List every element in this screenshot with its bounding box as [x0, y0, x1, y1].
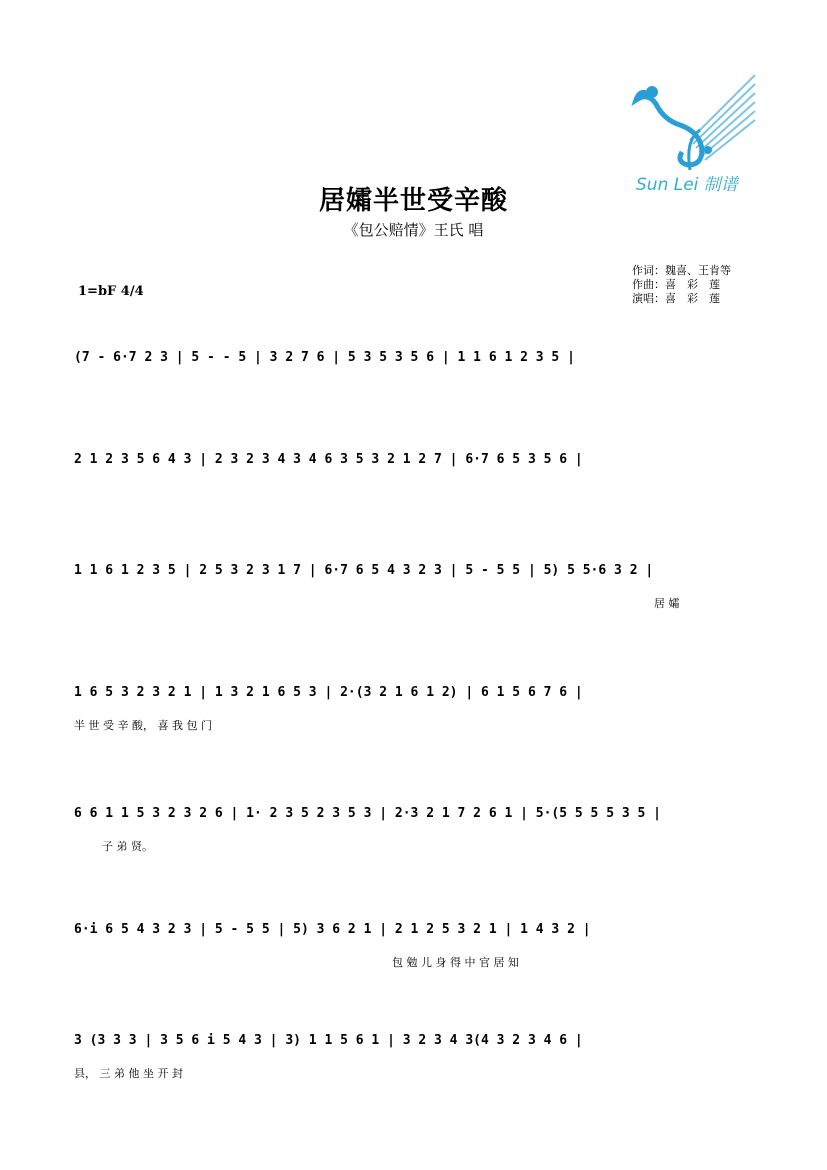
lyric-line: 半 世 受 辛 酸， 喜 我 包 门 [74, 719, 212, 732]
score-line [74, 806, 764, 876]
brand-text: Sun Lei 制谱 [636, 175, 738, 195]
composer-credit: 作曲：喜 彩 莲 [632, 278, 720, 291]
notation-line: 6·i 6 5 4 3 2 3 | 5 - 5 5 | 5) 3 6 2 1 | 2 1 2 5 3 2 1 | 1 4 3 2 | [74, 922, 591, 937]
notation-line: 1 6 5 3 2 3 2 1 | 1 3 2 1 6 5 3 | 2·(3 2 1 6 1 2) | 6 1 5 6 7 6 | [74, 685, 583, 700]
lyricist-credit: 作词：魏喜、王肯等 [632, 264, 731, 277]
song-title: 居孀半世受辛酸 [318, 186, 508, 216]
notation-line: 3 (3 3 3 | 3 5 6 i 5 4 3 | 3) 1 1 5 6 1 | 3 2 3 4 3(4 3 2 3 4 6 | [74, 1033, 583, 1048]
performer-credit: 演唱：喜 彩 莲 [632, 292, 720, 305]
notation-line: 6 6 1 1 5 3 2 3 2 6 | 1· 2 3 5 2 3 5 3 | 2·3 2 1 7 2 6 1 | 5·(5 5 5 5 3 5 | [74, 806, 661, 821]
score-line [74, 350, 764, 420]
score-line [74, 1033, 764, 1103]
lyric-line: 县， 三 弟 他 坐 开 封 [74, 1067, 183, 1080]
lyric-line: 包 勉 儿 身 得 中 官 居 知 [392, 956, 519, 969]
score-line [74, 452, 764, 522]
song-subtitle: 《包公赔情》王氏 唱 [343, 221, 484, 239]
notation-line: (7 - 6·7 2 3 | 5 - - 5 | 3 2 7 6 | 5 3 5 3 5 6 | 1 1 6 1 2 3 5 | [74, 350, 575, 365]
lyric-line: 子 弟 贤。 [102, 840, 153, 853]
score-line [74, 922, 764, 992]
score-line [74, 685, 764, 755]
notation-line: 2 1 2 3 5 6 4 3 | 2 3 2 3 4 3 4 6 3 5 3 2 1 2 7 | 6·7 6 5 3 5 6 | [74, 452, 583, 467]
lyric-line: 居 孀 [654, 597, 680, 610]
score-line [74, 563, 764, 633]
key-signature: 1=bF 4/4 [78, 284, 144, 299]
notation-line: 1 1 6 1 2 3 5 | 2 5 3 2 3 1 7 | 6·7 6 5 4 3 2 3 | 5 - 5 5 | 5) 5 5·6 3 2 | [74, 563, 654, 578]
